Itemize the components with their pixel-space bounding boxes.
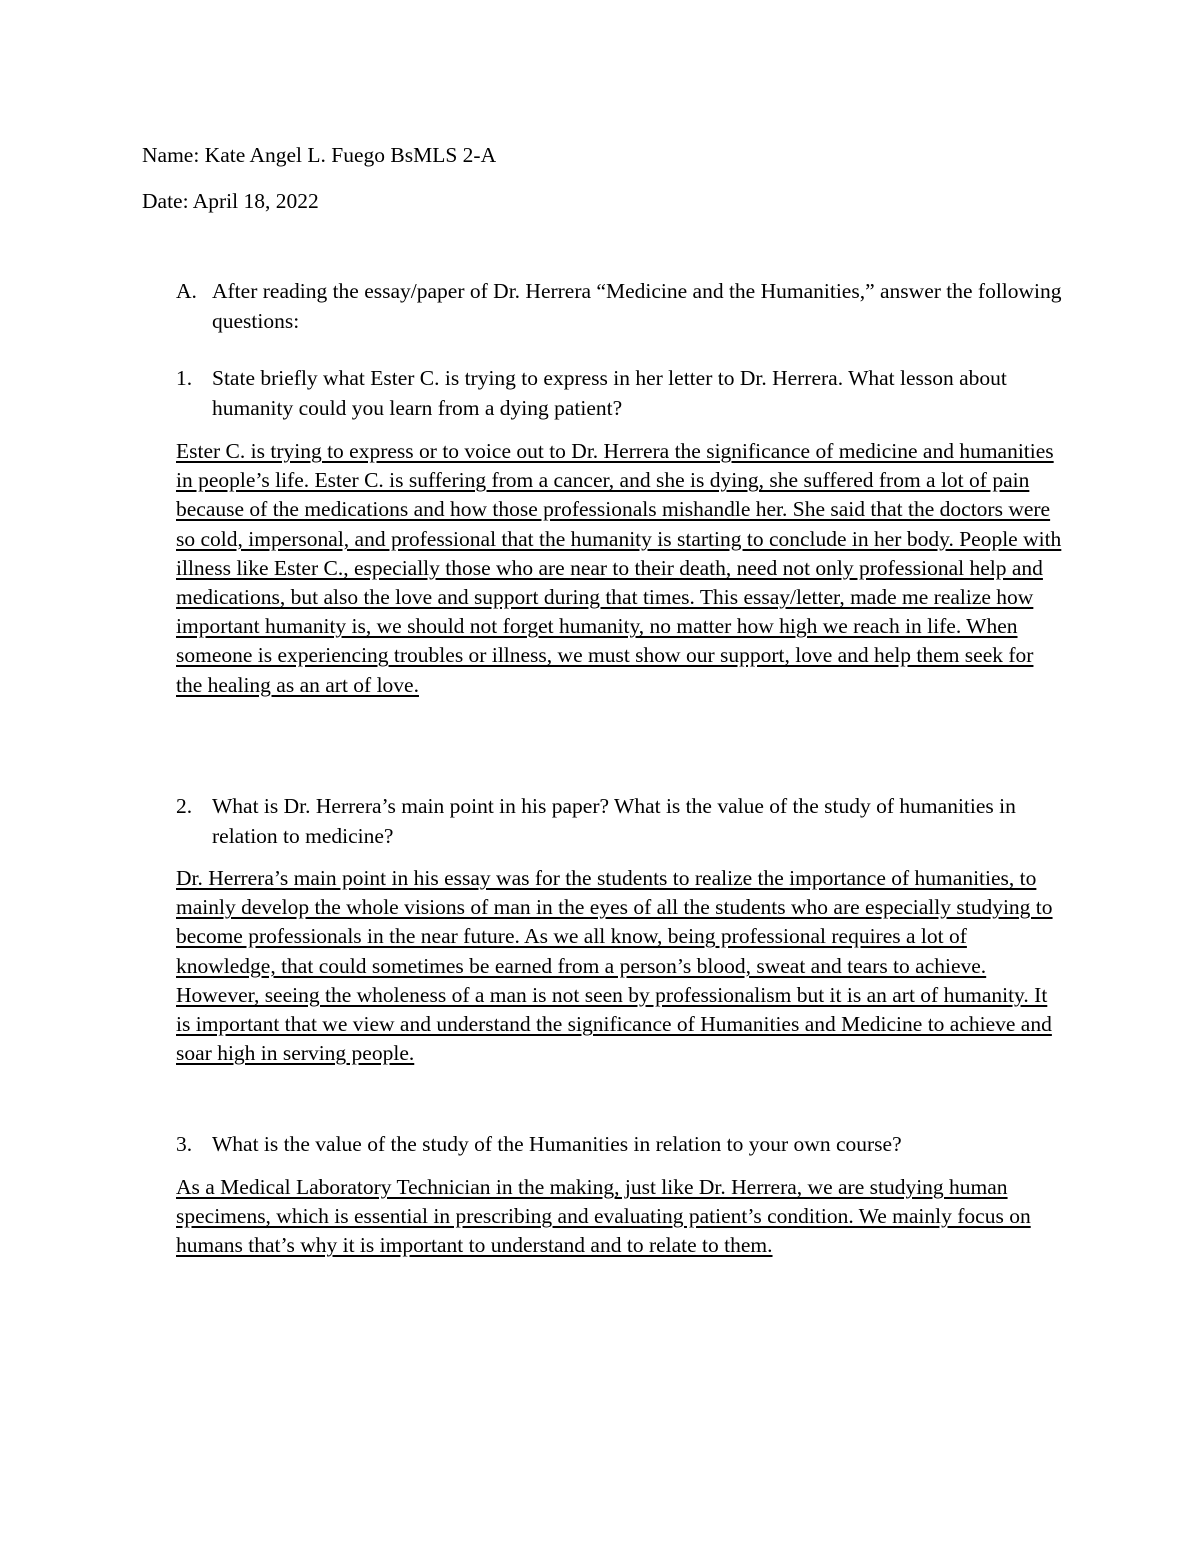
question-2-number: 2. [176,794,193,818]
section-a-text: After reading the essay/paper of Dr. Herrera “Medicine and the Humanities,” answer the following questions: [212,279,1062,333]
name-line: Name: Kate Angel L. Fuego BsMLS 2-A [142,143,497,167]
question-1 [176,363,1076,423]
question-2 [176,791,1076,851]
section-a-marker: A. [176,279,197,303]
question-3-number: 3. [176,1132,193,1156]
question-1-text: State briefly what Ester C. is trying to express in her letter to Dr. Herrera. What lesson about humanity could you learn from a dying patient? [212,366,1007,420]
answer-1: Ester C. is trying to express or to voice out to Dr. Herrera the significance of medicine and humanities in people’s life. Ester C. is suffering from a cancer, and she is dying, she suffered from a lot of pain because of the medications and how those professionals mishandle her. She said that the doctors were so cold, impersonal, and professional that the humanity is starting to conclude in her body. People with illness like Ester C., especially those who are near to their death, need not only professional help and medications, but also the love and support during that times. This essay/letter, made me realize how important humanity is, we should not forget humanity, no matter how high we reach in life. When someone is experiencing troubles or illness, we must show our support, love and help them seek for the healing as an art of love. [176,439,1062,697]
question-2-text: What is Dr. Herrera’s main point in his paper? What is the value of the study of humanities in relation to medicine? [212,794,1016,848]
question-3-text: What is the value of the study of the Humanities in relation to your own course? [212,1132,902,1156]
answer-3: As a Medical Laboratory Technician in the making, just like Dr. Herrera, we are studying human specimens, which is essential in prescribing and evaluating patient’s condition. We mainly focus on humans that’s why it is important to understand and to relate to them. [176,1175,1031,1258]
answer-2: Dr. Herrera’s main point in his essay was for the students to realize the importance of humanities, to mainly develop the whole visions of man in the eyes of all the students who are especially studying to become professionals in the near future. As we all know, being professional requires a lot of knowledge, that could sometimes be earned from a person’s blood, sweat and tears to achieve. However, seeing the wholeness of a man is not seen by professionalism but it is an art of humanity. It is important that we view and understand the significance of Humanities and Medicine to achieve and soar high in serving people. [176,866,1053,1066]
date-line: Date: April 18, 2022 [142,189,319,213]
question-3 [176,1129,1076,1159]
question-1-number: 1. [176,366,193,390]
section-a-instruction [176,276,1076,336]
